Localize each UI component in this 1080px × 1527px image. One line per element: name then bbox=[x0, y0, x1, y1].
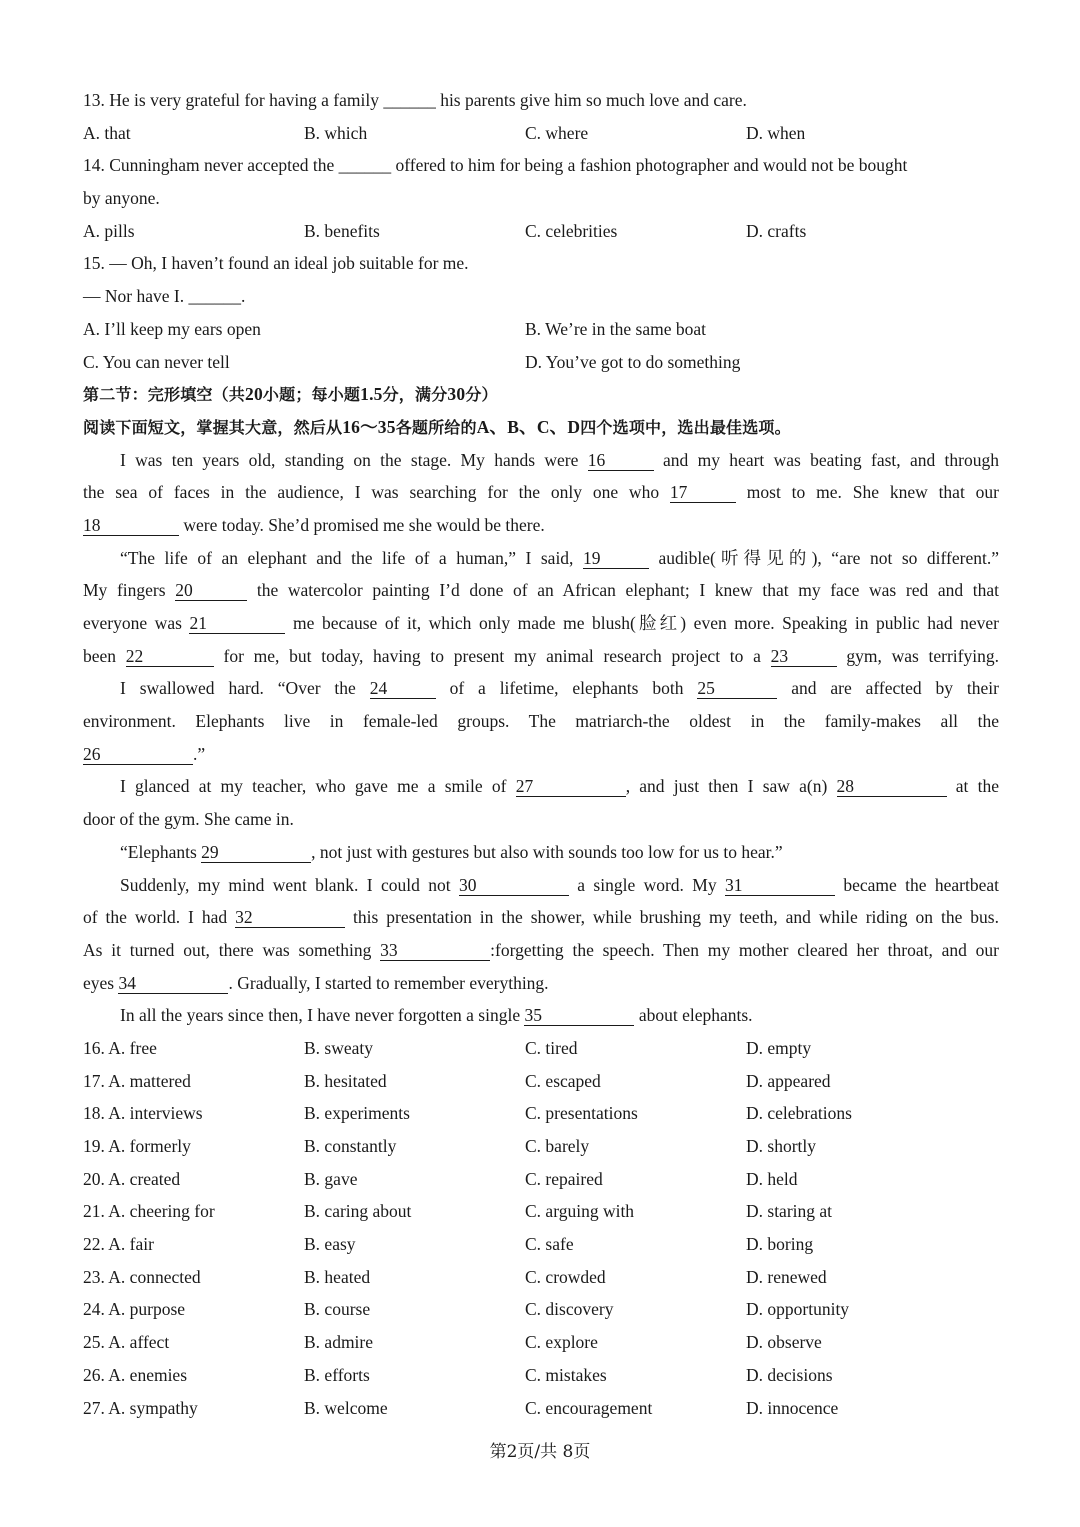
choice-row-16 bbox=[83, 1032, 999, 1065]
option: C. presentations bbox=[525, 1103, 638, 1124]
option: D. You’ve got to do something bbox=[525, 351, 741, 372]
option: C. You can never tell bbox=[83, 351, 230, 372]
option: 20. A. created bbox=[83, 1168, 181, 1189]
question-14-stem-cont: by anyone. bbox=[83, 188, 160, 209]
option: 23. A. connected bbox=[83, 1266, 201, 1287]
option: D. when bbox=[746, 122, 806, 143]
passage-line: I glanced at my teacher, who gave me a smile of 27 , and just then I saw a(n) 28 at the bbox=[120, 776, 999, 797]
option: B. caring about bbox=[304, 1201, 412, 1222]
passage-line: I swallowed hard. “Over the 24 of a lifetime, elephants both 25 and are affected by their bbox=[120, 678, 999, 699]
choice-row-25 bbox=[83, 1326, 999, 1359]
option: D. crafts bbox=[746, 220, 807, 241]
option: A. that bbox=[83, 122, 131, 143]
passage-line: As it turned out, there was something 33 :forgetting the speech. Then my mother cleared her throat, and our bbox=[83, 939, 999, 960]
option: D. held bbox=[746, 1168, 798, 1189]
blank-24[interactable]: 24 bbox=[370, 678, 436, 699]
blank-33[interactable]: 33 bbox=[380, 940, 490, 961]
option: 16. A. free bbox=[83, 1037, 157, 1058]
passage-line: “The life of an elephant and the life of a human,” I said, 19 audible(听得见的), “are not so different.” bbox=[120, 547, 999, 568]
blank-18[interactable]: 18 bbox=[83, 515, 179, 536]
blank-27[interactable]: 27 bbox=[516, 776, 626, 797]
option: 24. A. purpose bbox=[83, 1299, 186, 1320]
choice-row-22 bbox=[83, 1228, 999, 1261]
blank-26[interactable]: 26 bbox=[83, 744, 193, 765]
option: C. escaped bbox=[525, 1070, 601, 1091]
option: B. heated bbox=[304, 1266, 371, 1287]
option: C. explore bbox=[525, 1332, 598, 1353]
blank-17[interactable]: 17 bbox=[670, 482, 736, 503]
blank-28[interactable]: 28 bbox=[837, 776, 947, 797]
option: D. appeared bbox=[746, 1070, 831, 1091]
blank-19[interactable]: 19 bbox=[583, 548, 649, 569]
passage-line: environment. Elephants live in female-led groups. The matriarch-the oldest in the family-makes all the bbox=[83, 711, 999, 732]
option: B. easy bbox=[304, 1234, 356, 1255]
question-15-line-2: — Nor have I. ______. bbox=[83, 286, 246, 307]
question-13-stem: 13. He is very grateful for having a family ______ his parents give him so much love and care. bbox=[83, 90, 747, 110]
option: 21. A. cheering for bbox=[83, 1201, 215, 1222]
choice-row-23 bbox=[83, 1261, 999, 1294]
option: D. observe bbox=[746, 1332, 822, 1353]
option: A. I’ll keep my ears open bbox=[83, 318, 261, 339]
section-heading: 第二节：完形填空（共20小题；每小题1.5分，满分30分） bbox=[83, 384, 498, 405]
option: D. empty bbox=[746, 1037, 812, 1058]
option: B. constantly bbox=[304, 1136, 397, 1156]
option: D. opportunity bbox=[746, 1299, 850, 1320]
option: 19. A. formerly bbox=[83, 1136, 191, 1156]
option: 26. A. enemies bbox=[83, 1364, 188, 1385]
option: B. admire bbox=[304, 1332, 374, 1353]
option: B. experiments bbox=[304, 1103, 410, 1124]
option: 18. A. interviews bbox=[83, 1103, 203, 1124]
passage-line: the sea of faces in the audience, I was searching for the only one who 17 most to me. She knew that our bbox=[83, 482, 999, 503]
option: C. where bbox=[525, 122, 589, 143]
blank-20[interactable]: 20 bbox=[175, 580, 247, 601]
blank-34[interactable]: 34 bbox=[118, 973, 228, 994]
option: 25. A. affect bbox=[83, 1332, 170, 1353]
question-15-options-row-1 bbox=[83, 313, 999, 346]
option: B. efforts bbox=[304, 1364, 370, 1385]
passage-line: I was ten years old, standing on the stage. My hands were 16 and my heart was beating fast, and through bbox=[120, 449, 999, 470]
page-number: 第2页/共 8页 bbox=[489, 1442, 591, 1462]
passage-line: of the world. I had 32 this presentation in the shower, while brushing my teeth, and while riding on the bus. bbox=[83, 907, 999, 928]
option: B. gave bbox=[304, 1168, 358, 1189]
option: C. discovery bbox=[525, 1299, 614, 1320]
choice-row-18 bbox=[83, 1097, 999, 1130]
blank-21[interactable]: 21 bbox=[189, 613, 285, 634]
question-15-options-row-2 bbox=[83, 346, 999, 379]
passage-line: My fingers 20 the watercolor painting I’d done of an African elephant; I knew that my face was red and that bbox=[83, 580, 1000, 601]
choice-row-19 bbox=[83, 1130, 999, 1163]
option: D. renewed bbox=[746, 1266, 827, 1287]
exam-page bbox=[83, 84, 999, 1424]
option: C. arguing with bbox=[525, 1201, 635, 1222]
option: D. staring at bbox=[746, 1201, 833, 1222]
question-14-stem: 14. Cunningham never accepted the ______ offered to him for being a fashion photographer and would not be bought bbox=[83, 155, 908, 176]
option: C. safe bbox=[525, 1234, 574, 1255]
blank-16[interactable]: 16 bbox=[588, 450, 654, 471]
blank-30[interactable]: 30 bbox=[459, 875, 569, 896]
option: D. shortly bbox=[746, 1136, 816, 1156]
blank-29[interactable]: 29 bbox=[201, 842, 311, 863]
option: D. boring bbox=[746, 1234, 814, 1255]
passage-line: Suddenly, my mind went blank. I could not 30 a single word. My 31 became the heartbeat bbox=[120, 874, 1000, 895]
option: 22. A. fair bbox=[83, 1234, 154, 1255]
option: C. celebrities bbox=[525, 220, 618, 241]
passage-line: been 22 for me, but today, having to present my animal research project to a 23 gym, was terrifying. bbox=[83, 645, 999, 666]
choice-row-26 bbox=[83, 1359, 999, 1392]
option: B. which bbox=[304, 122, 368, 143]
blank-31[interactable]: 31 bbox=[725, 875, 835, 896]
question-15-line-1: 15. — Oh, I haven’t found an ideal job suitable for me. bbox=[83, 253, 469, 274]
option: 27. A. sympathy bbox=[83, 1397, 198, 1418]
blank-32[interactable]: 32 bbox=[235, 907, 345, 928]
question-14-options bbox=[83, 215, 999, 248]
option: B. course bbox=[304, 1299, 371, 1320]
option: C. barely bbox=[525, 1136, 590, 1156]
passage-line: In all the years since then, I have never forgotten a single 35 about elephants. bbox=[120, 1005, 753, 1026]
option: D. celebrations bbox=[746, 1103, 852, 1124]
blank-22[interactable]: 22 bbox=[126, 646, 214, 667]
choice-row-21 bbox=[83, 1195, 999, 1228]
passage-line: everyone was 21 me because of it, which only made me blush(脸红) even more. Speaking in public had never bbox=[83, 613, 999, 633]
blank-35[interactable]: 35 bbox=[524, 1005, 634, 1026]
option: B. hesitated bbox=[304, 1070, 387, 1091]
passage-line: 26 .” bbox=[83, 743, 206, 764]
passage-line: 18 were today. She’d promised me she would be there. bbox=[83, 514, 545, 535]
passage-line: eyes 34 . Gradually, I started to remember everything. bbox=[83, 972, 549, 993]
option: D. decisions bbox=[746, 1364, 833, 1385]
passage-line: “Elephants 29 , not just with gestures but also with sounds too low for us to hear.” bbox=[120, 841, 783, 862]
option: 17. A. mattered bbox=[83, 1070, 191, 1091]
passage-line: door of the gym. She came in. bbox=[83, 809, 294, 830]
option: C. encouragement bbox=[525, 1397, 653, 1418]
option: C. mistakes bbox=[525, 1364, 607, 1385]
option: B. welcome bbox=[304, 1397, 388, 1418]
option: D. innocence bbox=[746, 1397, 839, 1418]
option: B. We’re in the same boat bbox=[525, 318, 706, 339]
blank-23[interactable]: 23 bbox=[771, 646, 837, 667]
choice-row-17 bbox=[83, 1065, 999, 1098]
option: C. crowded bbox=[525, 1266, 606, 1287]
blank-25[interactable]: 25 bbox=[697, 678, 777, 699]
section-instruction: 阅读下面短文，掌握其大意，然后从16～35各题所给的A、B、C、D四个选项中，选出最佳选项。 bbox=[83, 416, 791, 437]
option: C. repaired bbox=[525, 1168, 603, 1189]
option: B. sweaty bbox=[304, 1037, 374, 1058]
choice-row-24 bbox=[83, 1293, 999, 1326]
option: A. pills bbox=[83, 220, 135, 241]
choice-row-20 bbox=[83, 1163, 999, 1196]
option: B. benefits bbox=[304, 220, 380, 241]
question-13-options bbox=[83, 117, 999, 150]
option: C. tired bbox=[525, 1037, 578, 1058]
choice-row-27 bbox=[83, 1392, 999, 1425]
